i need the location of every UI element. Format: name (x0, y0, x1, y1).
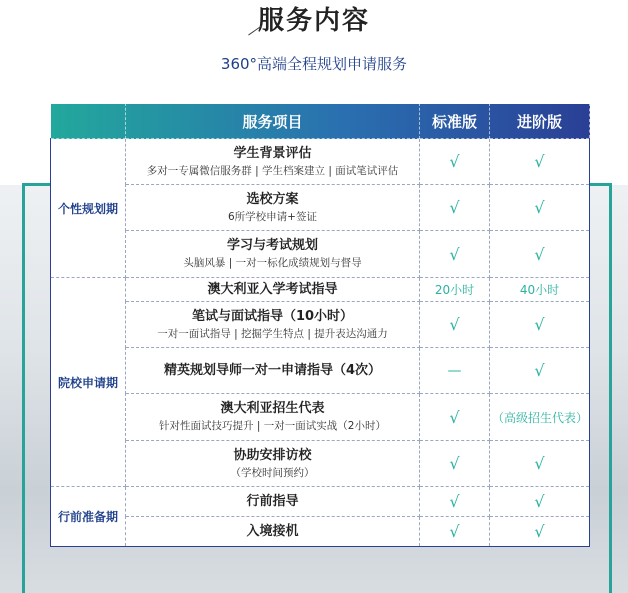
standard-cell: √ (420, 302, 490, 348)
row-title: 学习与考试规划 (226, 238, 318, 253)
table-row (51, 278, 590, 302)
row-title: 选校方案 (246, 191, 299, 207)
row-service (126, 302, 420, 348)
standard-cell: √ (420, 185, 490, 231)
row-service (126, 185, 420, 231)
row-service (126, 394, 420, 441)
standard-cell: — (420, 348, 490, 394)
row-sub: 6所学校申请+签证 (228, 210, 317, 223)
row-service (126, 278, 420, 302)
standard-cell: √ (420, 139, 490, 185)
row-service (126, 517, 420, 547)
row-sub: （学校时间预约） (230, 466, 315, 479)
header-service: 服务项目 (126, 104, 420, 139)
advanced-cell: √ (490, 231, 590, 278)
standard-cell: √ (420, 487, 490, 517)
table-row (51, 139, 590, 185)
standard-cell: √ (420, 231, 490, 278)
advanced-cell: √ (490, 517, 590, 547)
row-sub: 针对性面试技巧提升 | 一对一面试实战（2小时） (159, 420, 386, 432)
advanced-cell: √ (490, 348, 590, 394)
advanced-cell: √ (490, 185, 590, 231)
row-title: 协助安排访校 (233, 447, 312, 463)
header-advanced: 进阶版 (490, 104, 590, 139)
table-header (51, 104, 590, 139)
stage-label: 个性规划期 (51, 139, 126, 278)
row-title: 澳大利亚入学考试指导 (207, 281, 338, 297)
row-service (126, 348, 420, 394)
row-sub: 一对一面试指导 | 挖掘学生特点 | 提升表达沟通力 (157, 327, 388, 340)
row-service (126, 231, 420, 278)
row-sub: 头脑风暴 | 一对一标化成绩规划与督导 (183, 257, 362, 269)
standard-cell: √ (420, 517, 490, 547)
advanced-cell: √ (490, 139, 590, 185)
table-row (51, 185, 590, 231)
row-service (126, 139, 420, 185)
table-row (51, 302, 590, 348)
advanced-cell: （高级招生代表） (490, 394, 590, 441)
page-title: 服务内容 (257, 6, 370, 36)
stage-label: 行前准备期 (51, 487, 126, 547)
row-title: 笔试与面试指导（10小时） (191, 308, 354, 324)
row-title: 入境接机 (246, 523, 299, 539)
service-table (50, 103, 590, 547)
table-row (51, 487, 590, 517)
row-title: 精英规划导师一对一申请指导（4次） (163, 362, 382, 378)
row-service (126, 441, 420, 487)
row-service (126, 487, 420, 517)
advanced-cell: √ (490, 441, 590, 487)
row-title: 行前指导 (246, 493, 299, 509)
standard-cell: √ (420, 394, 490, 441)
advanced-cell: 40小时 (490, 278, 590, 302)
table-row (51, 441, 590, 487)
page-subtitle: 360°高端全程规划申请服务 (220, 55, 408, 73)
standard-cell: 20小时 (420, 278, 490, 302)
header-standard: 标准版 (420, 104, 490, 139)
row-sub: 多对一专属微信服务群 | 学生档案建立 | 面试笔试评估 (146, 164, 399, 177)
header-blank (51, 104, 126, 139)
table-row (51, 394, 590, 441)
advanced-cell: √ (490, 487, 590, 517)
row-title: 学生背景评估 (233, 145, 312, 161)
standard-cell: √ (420, 441, 490, 487)
advanced-cell: √ (490, 302, 590, 348)
row-title: 澳大利亚招生代表 (220, 401, 325, 416)
table-row (51, 517, 590, 547)
table-row (51, 231, 590, 278)
table-row (51, 348, 590, 394)
stage-label: 院校申请期 (51, 278, 126, 487)
